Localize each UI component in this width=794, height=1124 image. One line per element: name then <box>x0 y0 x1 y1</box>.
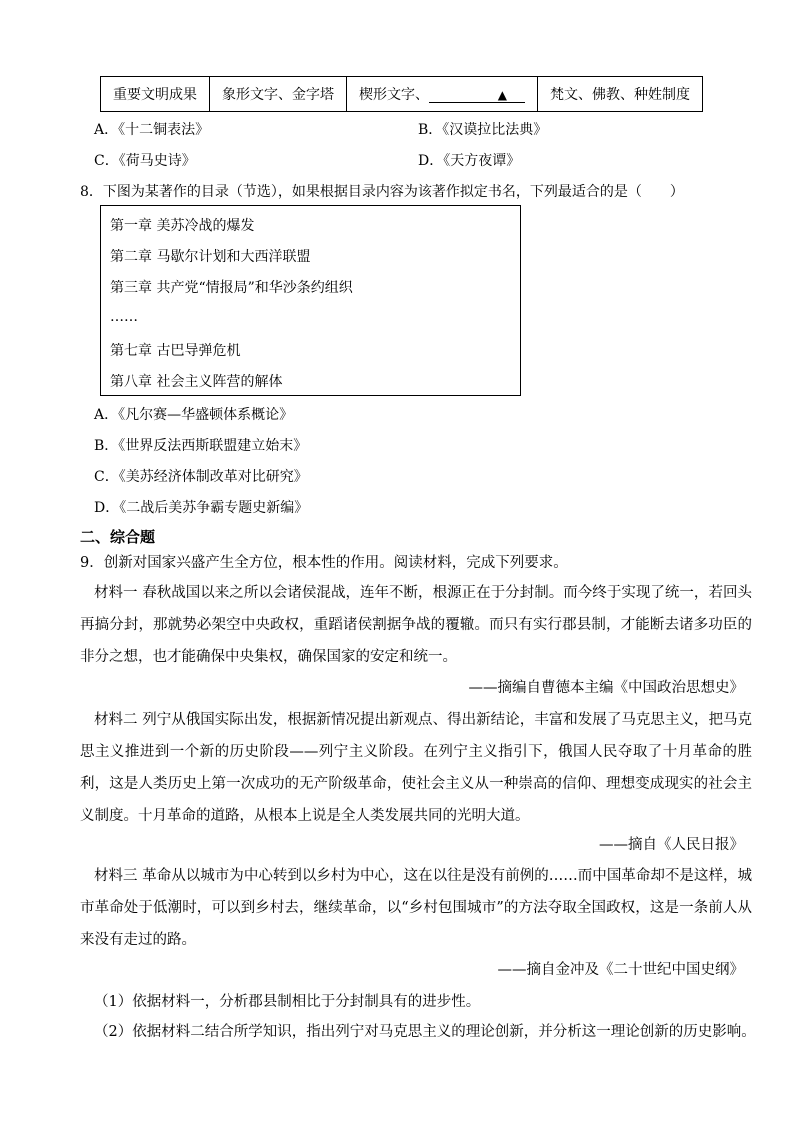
q9-stem: 9．创新对国家兴盛产生全方位，根本性的作用。阅读材料，完成下列要求。 <box>80 555 568 571</box>
toc-item: 第三章 共产党“情报局”和华沙条约组织 <box>110 280 353 296</box>
material-3: 材料三 革命从以城市为中心转到以乡村为中心，这在以往是没有前例的……而中国革命却不是这样，城市革命处于低潮时，可以到乡村去，继续革命，以“乡村包围城市”的方法夺取全国政权，这是一条前人从来没有走过的路。 <box>80 868 752 948</box>
material-2-source: ——摘自《人民日报》 <box>599 837 744 853</box>
q8-option-b: B．《世界反法西斯联盟建立始末》 <box>94 438 308 454</box>
section-heading: 二、综合题 <box>80 528 156 546</box>
table-cell: 重要文明成果 <box>101 77 210 112</box>
table-cell: 象形文字、金字塔 <box>210 77 347 112</box>
sub-question-1: （1）依据材料一，分析郡县制相比于分封制具有的进步性。 <box>94 994 481 1010</box>
table-cell: 梵文、佛教、种姓制度 <box>538 77 703 112</box>
material-3-source: ——摘自金冲及《二十世纪中国史纲》 <box>497 962 744 978</box>
sub-question-2: （2）依据材料二结合所学知识，指出列宁对马克思主义的理论创新，并分析这一理论创新的历史影响。 <box>94 1024 756 1040</box>
toc-item: 第七章 古巴导弹危机 <box>110 343 241 359</box>
table-of-contents-box <box>100 205 521 396</box>
material-1-source: ——摘编自曹德本主编《中国政治思想史》 <box>468 680 744 696</box>
toc-item: 第二章 马歇尔计划和大西洋联盟 <box>110 249 311 265</box>
answer-blank: ▲ <box>429 88 525 103</box>
material-2: 材料二 列宁从俄国实际出发，根据新情况提出新观点、得出新结论，丰富和发展了马克思主义，把马克思主义推进到一个新的历史阶段——列宁主义阶段。在列宁主义指引下，俄国人民夺取了十月革命的胜利，这是人类历史上第一次成功的无产阶级革命，使社会主义从一种崇高的信仰、理想变成现实的社会主义制度。十月革命的道路，从根本上说是全人类发展共同的光明大道。 <box>80 712 752 824</box>
toc-item: 第八章 社会主义阵营的解体 <box>110 374 283 390</box>
toc-item: 第一章 美苏冷战的爆发 <box>110 218 255 234</box>
q7-option-b: B．《汉谟拉比法典》 <box>418 122 548 138</box>
q8-stem: 8．下图为某著作的目录（节选），如果根据目录内容为该著作拟定书名，下列最适合的是（ ） <box>80 184 684 200</box>
material-1: 材料一 春秋战国以来之所以会诸侯混战，连年不断，根源正在于分封制。而今终于实现了统一，若回头再搞分封，那就势必架空中央政权，重蹈诸侯割据争战的覆辙。而只有实行郡县制，才能断去诸多功臣的非分之想，也才能确保中央集权，确保国家的安定和统一。 <box>80 585 752 665</box>
q8-option-d: D．《二战后美苏争霸专题史新编》 <box>94 500 309 516</box>
table-cell-text: 楔形文字、 <box>359 87 429 103</box>
table-cell-blank <box>347 77 538 112</box>
q8-option-a: A．《凡尔赛—华盛顿体系概论》 <box>94 407 294 423</box>
civilization-table <box>100 76 703 112</box>
q7-option-d: D．《天方夜谭》 <box>418 153 521 169</box>
q8-option-c: C．《美苏经济体制改革对比研究》 <box>94 469 308 485</box>
q7-option-a: A．《十二铜表法》 <box>94 122 210 138</box>
q7-option-c: C．《荷马史诗》 <box>94 153 196 169</box>
toc-item: …… <box>110 309 138 325</box>
